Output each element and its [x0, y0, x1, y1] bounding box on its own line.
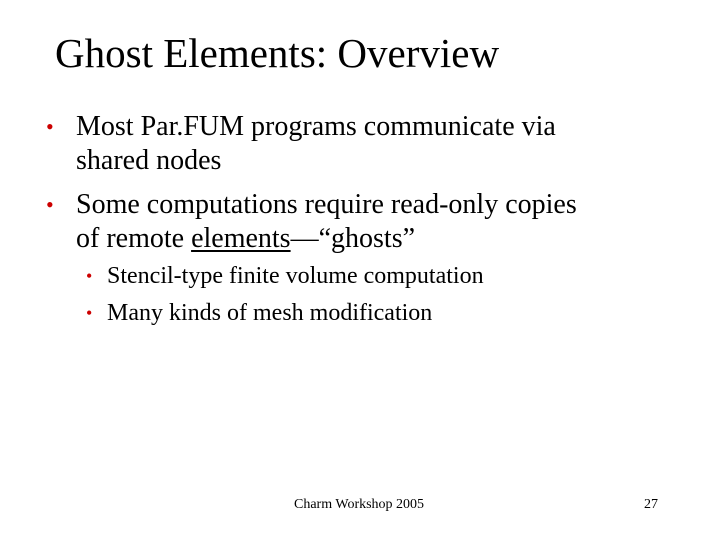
bullet-text-line: Most Par.FUM programs communicate via: [76, 111, 556, 142]
bullet-marker: •: [46, 192, 54, 217]
underlined-term: elements: [191, 223, 291, 254]
bullet-marker: •: [86, 266, 93, 286]
page-number: 27: [644, 497, 658, 512]
bullet-text-line: shared nodes: [76, 145, 222, 176]
text-run: —“ghosts”: [290, 223, 416, 254]
sub-bullet-text: Many kinds of mesh modification: [107, 300, 433, 326]
bullet-marker: •: [46, 114, 54, 139]
bullet-text-line: Some computations require read-only copies: [76, 189, 577, 220]
bullet-marker: •: [86, 303, 93, 323]
footer-text: Charm Workshop 2005: [294, 497, 425, 512]
sub-bullet-text: Stencil-type finite volume computation: [107, 263, 484, 289]
bullet-text-line: [76, 222, 415, 256]
text-run: of remote: [76, 223, 192, 254]
slide-title: Ghost Elements: Overview: [55, 30, 500, 76]
